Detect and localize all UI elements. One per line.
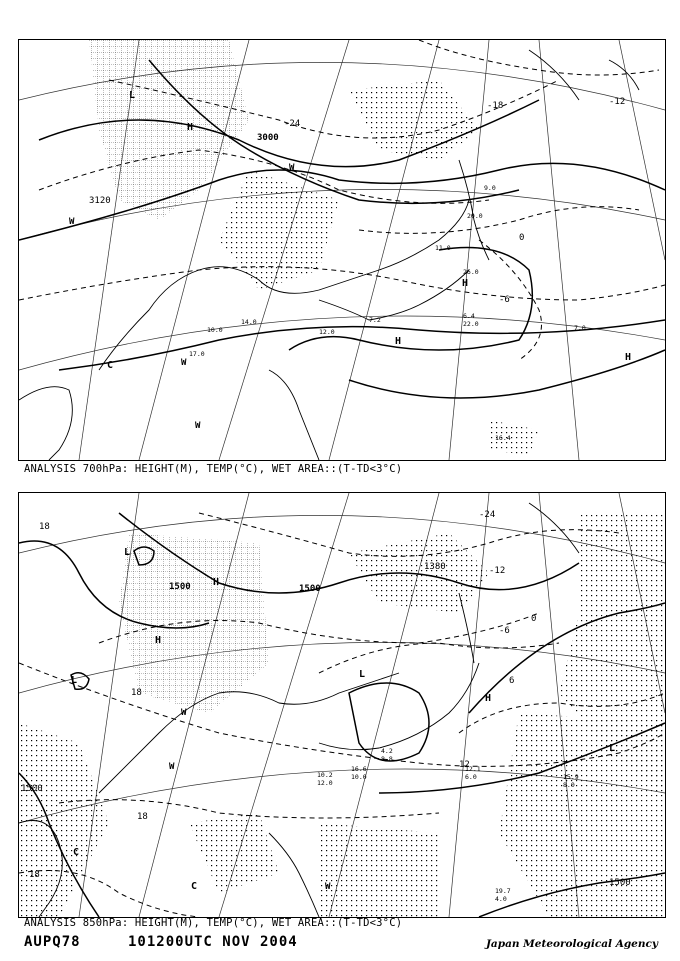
height-label: 1500 bbox=[609, 878, 631, 888]
station-value: 16.4 bbox=[495, 434, 511, 442]
station-value: 7.2 bbox=[369, 316, 381, 324]
temp-label: 18 bbox=[137, 812, 148, 822]
station-value: 12.1 bbox=[465, 765, 481, 773]
high-center-label: H bbox=[462, 278, 469, 289]
temp-label: 12 bbox=[459, 760, 470, 770]
height-label: 1500 bbox=[21, 784, 43, 794]
temp-label: 0 bbox=[519, 233, 525, 243]
temp-label: 18 bbox=[131, 688, 142, 698]
temp-label: -24 bbox=[479, 510, 496, 520]
high-center-label: H bbox=[625, 352, 632, 363]
warm-center-label: W bbox=[181, 358, 187, 368]
warm-center-label: W bbox=[325, 882, 331, 892]
high-center-label: H bbox=[395, 336, 402, 347]
station-value: 6.4 bbox=[463, 312, 475, 320]
low-center-label: L bbox=[359, 669, 366, 680]
station-value: 26.0 bbox=[463, 268, 479, 276]
station-value: 8.0 bbox=[563, 781, 575, 789]
temp-label: 18 bbox=[39, 522, 50, 532]
caption-850hpa: ANALYSIS 850hPa: HEIGHT(M), TEMP(°C), WET AREA::(T-TD<3°C) bbox=[24, 917, 403, 929]
agency-credit: Japan Meteorological Agency bbox=[485, 938, 658, 950]
warm-center-label: W bbox=[195, 421, 201, 431]
station-value: 6.0 bbox=[465, 773, 477, 781]
height-label: 3120 bbox=[89, 196, 111, 206]
station-value: 10.0 bbox=[351, 773, 367, 781]
station-value: 8.8 bbox=[381, 755, 393, 763]
temp-label: -12 bbox=[489, 566, 506, 576]
temp-label: -18 bbox=[487, 101, 504, 111]
station-value: 7.0 bbox=[574, 324, 586, 332]
height-label: 3000 bbox=[257, 133, 279, 143]
temp-label: 6 bbox=[509, 676, 515, 686]
station-value: 12.0 bbox=[319, 328, 335, 336]
station-value: 22.0 bbox=[463, 320, 479, 328]
high-center-label: H bbox=[187, 122, 194, 133]
station-value: 15.9 bbox=[563, 773, 579, 781]
map-850hpa-svg bbox=[19, 493, 665, 917]
station-value: 14.0 bbox=[241, 318, 257, 326]
chart-id: AUPQ78 bbox=[24, 934, 81, 950]
caption-700hpa: ANALYSIS 700hPa: HEIGHT(M), TEMP(°C), WET AREA::(T-TD<3°C) bbox=[24, 463, 403, 475]
height-label: 1380 bbox=[424, 562, 446, 572]
station-value: 16.6 bbox=[351, 765, 367, 773]
station-value: 4.0 bbox=[495, 895, 507, 903]
high-center-label: H bbox=[485, 693, 492, 704]
high-center-label: H bbox=[155, 635, 162, 646]
temp-label: 18 bbox=[29, 870, 40, 880]
station-value: 10.0 bbox=[207, 326, 223, 334]
station-value: 9.0 bbox=[484, 184, 496, 192]
temp-label: -12 bbox=[609, 97, 626, 107]
map-panel-850hpa bbox=[18, 492, 666, 918]
cold-center-label: C bbox=[191, 881, 198, 892]
low-center-label: L bbox=[71, 675, 78, 686]
cold-center-label: C bbox=[107, 360, 114, 371]
temp-label: -6 bbox=[499, 626, 510, 636]
station-value: 17.0 bbox=[189, 350, 205, 358]
station-value: 11.0 bbox=[435, 244, 451, 252]
low-center-label: L bbox=[124, 547, 131, 558]
warm-center-label: W bbox=[169, 762, 175, 772]
high-center-label: H bbox=[213, 577, 220, 588]
valid-time: 101200UTC NOV 2004 bbox=[128, 934, 298, 950]
wet-areas bbox=[19, 513, 665, 917]
cold-center-label: C bbox=[73, 847, 80, 858]
station-value: 10.2 bbox=[317, 771, 333, 779]
station-value: 12.0 bbox=[317, 779, 333, 787]
height-label: 1500 bbox=[169, 582, 191, 592]
height-label: 1500 bbox=[299, 584, 321, 594]
map-panel-700hpa bbox=[18, 39, 666, 461]
warm-center-label: W bbox=[69, 217, 75, 227]
temp-label: -6 bbox=[499, 295, 510, 305]
temp-label: 0 bbox=[531, 614, 537, 624]
warm-center-label: W bbox=[181, 708, 187, 718]
map-700hpa-svg bbox=[19, 40, 665, 460]
station-value: 20.0 bbox=[467, 212, 483, 220]
low-center-label: L bbox=[609, 743, 616, 754]
warm-center-label: W bbox=[289, 163, 295, 173]
low-center-label: L bbox=[129, 90, 136, 101]
station-value: 4.2 bbox=[381, 747, 393, 755]
station-value: 19.7 bbox=[495, 887, 511, 895]
temp-label: -24 bbox=[284, 119, 301, 129]
